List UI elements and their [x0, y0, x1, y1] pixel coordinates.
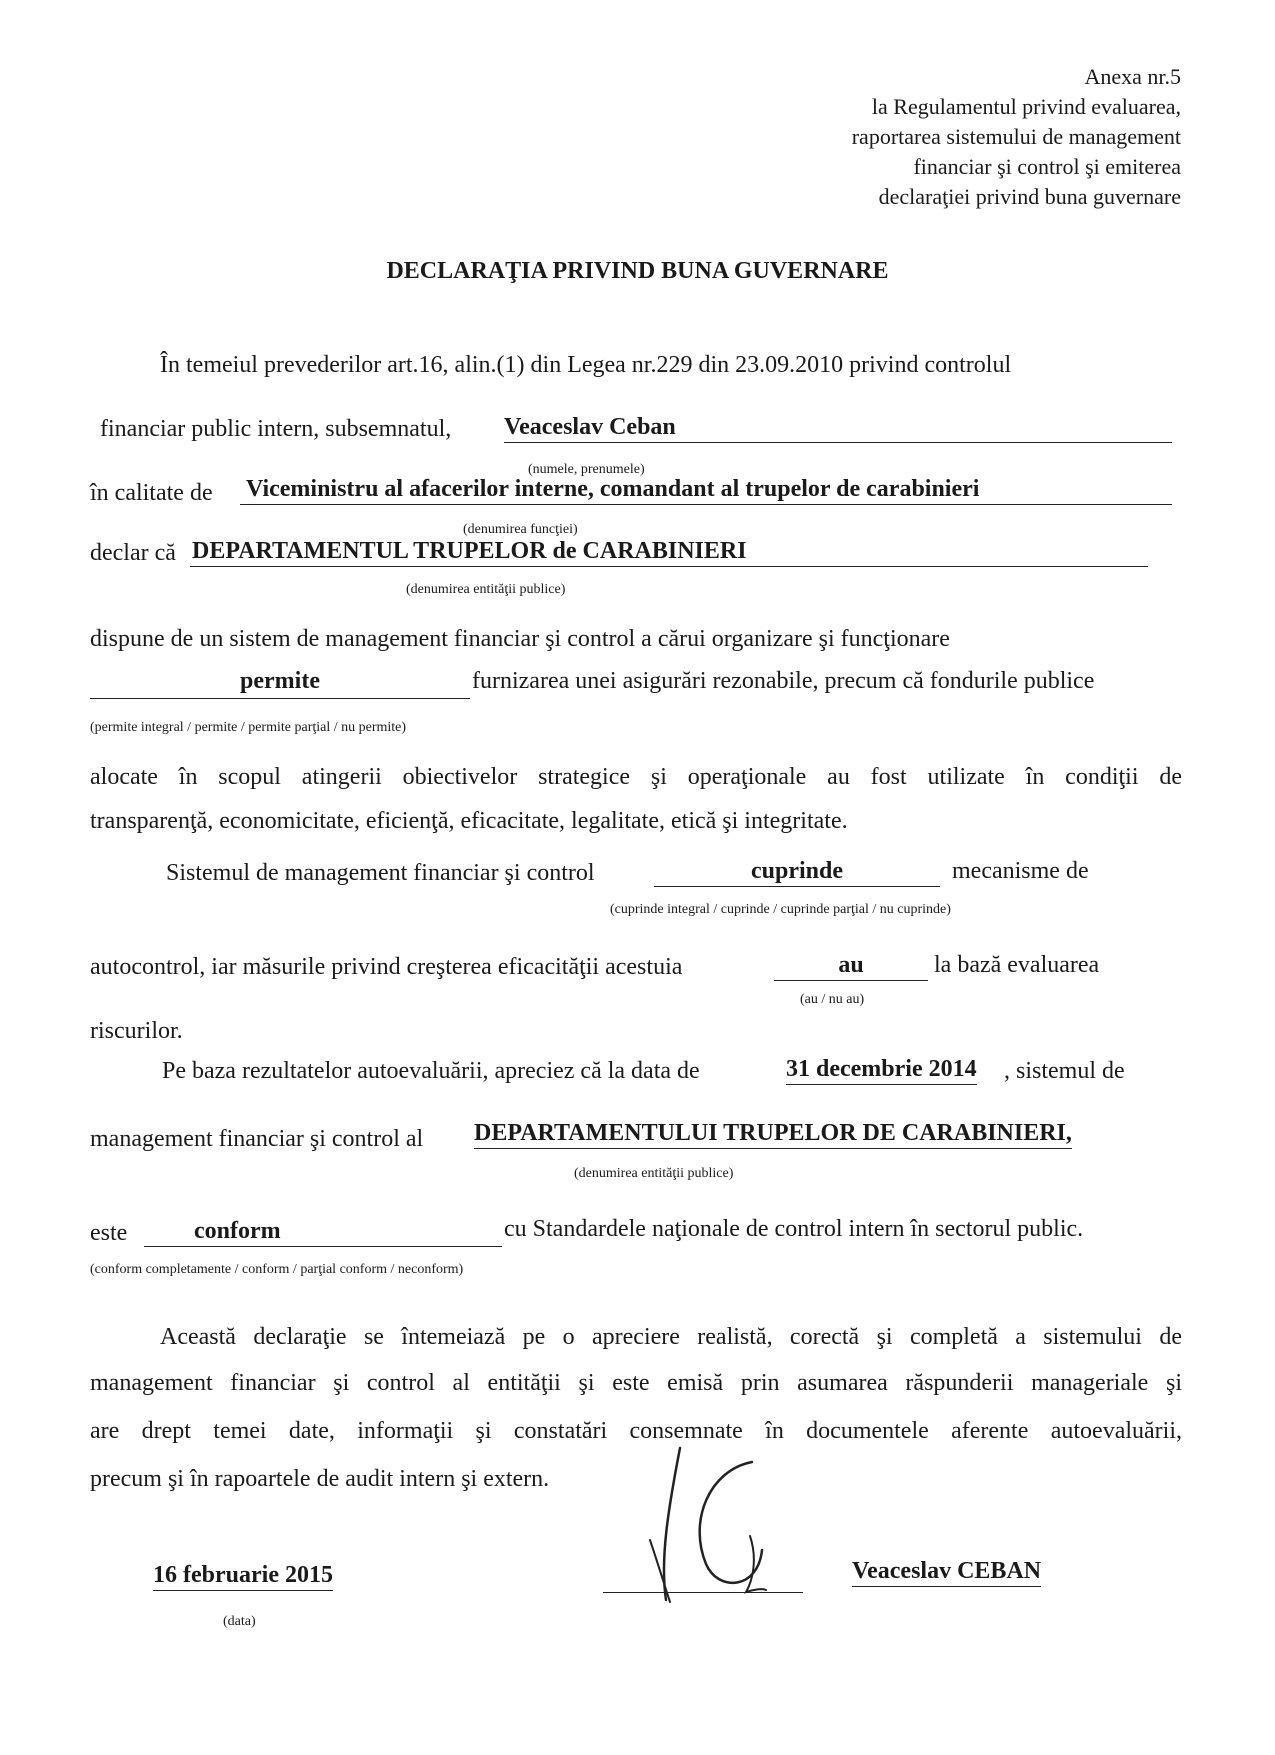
cuprinde-hint: (cuprinde integral / cuprinde / cuprinde parţial / nu cuprinde): [610, 902, 951, 917]
p5-line2: management financiar şi control al entităţii şi este emisă prin asumarea răspunderii manageriale şi: [90, 1370, 1182, 1396]
p3-line1-suffix: mecanisme de: [952, 858, 1089, 884]
p2-line4: transparenţă, economicitate, eficienţă, eficacitate, legalitate, etică şi integritate.: [90, 808, 848, 834]
p2-line1: dispune de un sistem de management financiar şi control a cărui organizare şi funcţionare: [90, 626, 950, 652]
entity-underline: [190, 566, 1148, 567]
p3-line2-prefix: autocontrol, iar măsurile privind creşterea eficacităţii acestuia: [90, 954, 683, 980]
signing-date-field: [153, 1562, 333, 1591]
signature-line: [603, 1592, 803, 1593]
conform-field: [144, 1218, 502, 1245]
report-date-value: 31 decembrie 2014: [786, 1056, 977, 1085]
permite-hint: (permite integral / permite / permite parţial / nu permite): [90, 720, 407, 735]
signing-date-value: 16 februarie 2015: [153, 1562, 333, 1591]
p1-line2-prefix: financiar public intern, subsemnatul,: [100, 416, 452, 442]
au-underline: [774, 980, 928, 981]
name-hint: (numele, prenumele): [528, 462, 645, 477]
signer-printed-name: [852, 1558, 1041, 1587]
p3-line2-suffix: la bază evaluarea: [934, 952, 1100, 978]
p4-line2-prefix: management financiar şi control al: [90, 1126, 424, 1152]
p4-line3-prefix: este: [90, 1220, 128, 1246]
name-underline: [504, 442, 1172, 443]
conform-hint: (conform completamente / conform / parţial conform / neconform): [90, 1262, 464, 1277]
p1-line4-prefix: declar că: [90, 540, 176, 566]
p4-entity-value: DEPARTAMENTULUI TRUPELOR DE CARABINIERI,: [474, 1120, 1072, 1149]
p5-line1: Această declaraţie se întemeiază pe o apreciere realistă, corectă şi completă a sistemului de: [160, 1324, 1182, 1350]
signer-name-field: Veaceslav Ceban: [504, 414, 676, 440]
p2-line2-suffix: furnizarea unei asigurări rezonabile, precum că fondurile publice: [472, 668, 1095, 694]
permite-field: permite: [240, 668, 320, 694]
p1-line1: În temeiul prevederilor art.16, alin.(1) din Legea nr.229 din 23.09.2010 privind controlul: [160, 352, 1012, 378]
function-underline: [240, 504, 1172, 505]
document-title: DECLARAŢIA PRIVIND BUNA GUVERNARE: [386, 258, 889, 284]
au-field: au: [838, 952, 864, 978]
function-field: Viceministru al afacerilor interne, comandant al trupelor de carabinieri: [246, 476, 980, 502]
p2-line3: alocate în scopul atingerii obiectivelor strategice şi operaţionale au fost utilizate în condiţii de: [90, 764, 1182, 790]
signing-date-hint: (data): [223, 1614, 256, 1629]
p4-line3-suffix: cu Standardele naţionale de control intern în sectorul public.: [504, 1216, 1084, 1242]
annex-header: [852, 62, 1181, 212]
function-hint: (denumirea funcţiei): [463, 522, 578, 537]
p3-line1-prefix: Sistemul de management financiar şi control: [166, 860, 595, 886]
conform-value: conform: [194, 1218, 281, 1244]
entity-hint: (denumirea entităţii publice): [406, 582, 566, 597]
annex-line: financiar şi control şi emiterea: [913, 154, 1181, 179]
p4-line1-suffix: , sistemul de: [1004, 1058, 1125, 1084]
p3-line3: riscurilor.: [90, 1018, 183, 1044]
p4-entity-hint: (denumirea entităţii publice): [574, 1166, 734, 1181]
annex-line: declaraţiei privind buna guvernare: [878, 184, 1181, 209]
p5-line4: precum şi în rapoartele de audit intern şi extern.: [90, 1466, 550, 1492]
signer-printed-name-value: Veaceslav CEBAN: [852, 1558, 1041, 1587]
p1-line3-prefix: în calitate de: [90, 480, 213, 506]
cuprinde-underline: [654, 886, 940, 887]
au-hint: (au / nu au): [800, 992, 865, 1007]
annex-line: la Regulamentul privind evaluarea,: [871, 94, 1181, 119]
permite-underline: [90, 698, 470, 699]
handwritten-signature: [640, 1440, 810, 1610]
p5-line3: are drept temei date, informaţii şi constatări consemnate în documentele aferente autoevaluării,: [90, 1418, 1182, 1444]
p4-entity-field: [474, 1120, 1072, 1149]
p4-line1-prefix: Pe baza rezultatelor autoevaluării, apreciez că la data de: [162, 1058, 700, 1084]
cuprinde-field: cuprinde: [750, 858, 843, 884]
report-date-field: [786, 1056, 977, 1085]
annex-line: Anexa nr.5: [1084, 64, 1181, 89]
annex-line: raportarea sistemului de management: [851, 124, 1181, 149]
conform-underline: [144, 1246, 502, 1247]
entity-field: DEPARTAMENTUL TRUPELOR de CARABINIERI: [192, 538, 747, 564]
